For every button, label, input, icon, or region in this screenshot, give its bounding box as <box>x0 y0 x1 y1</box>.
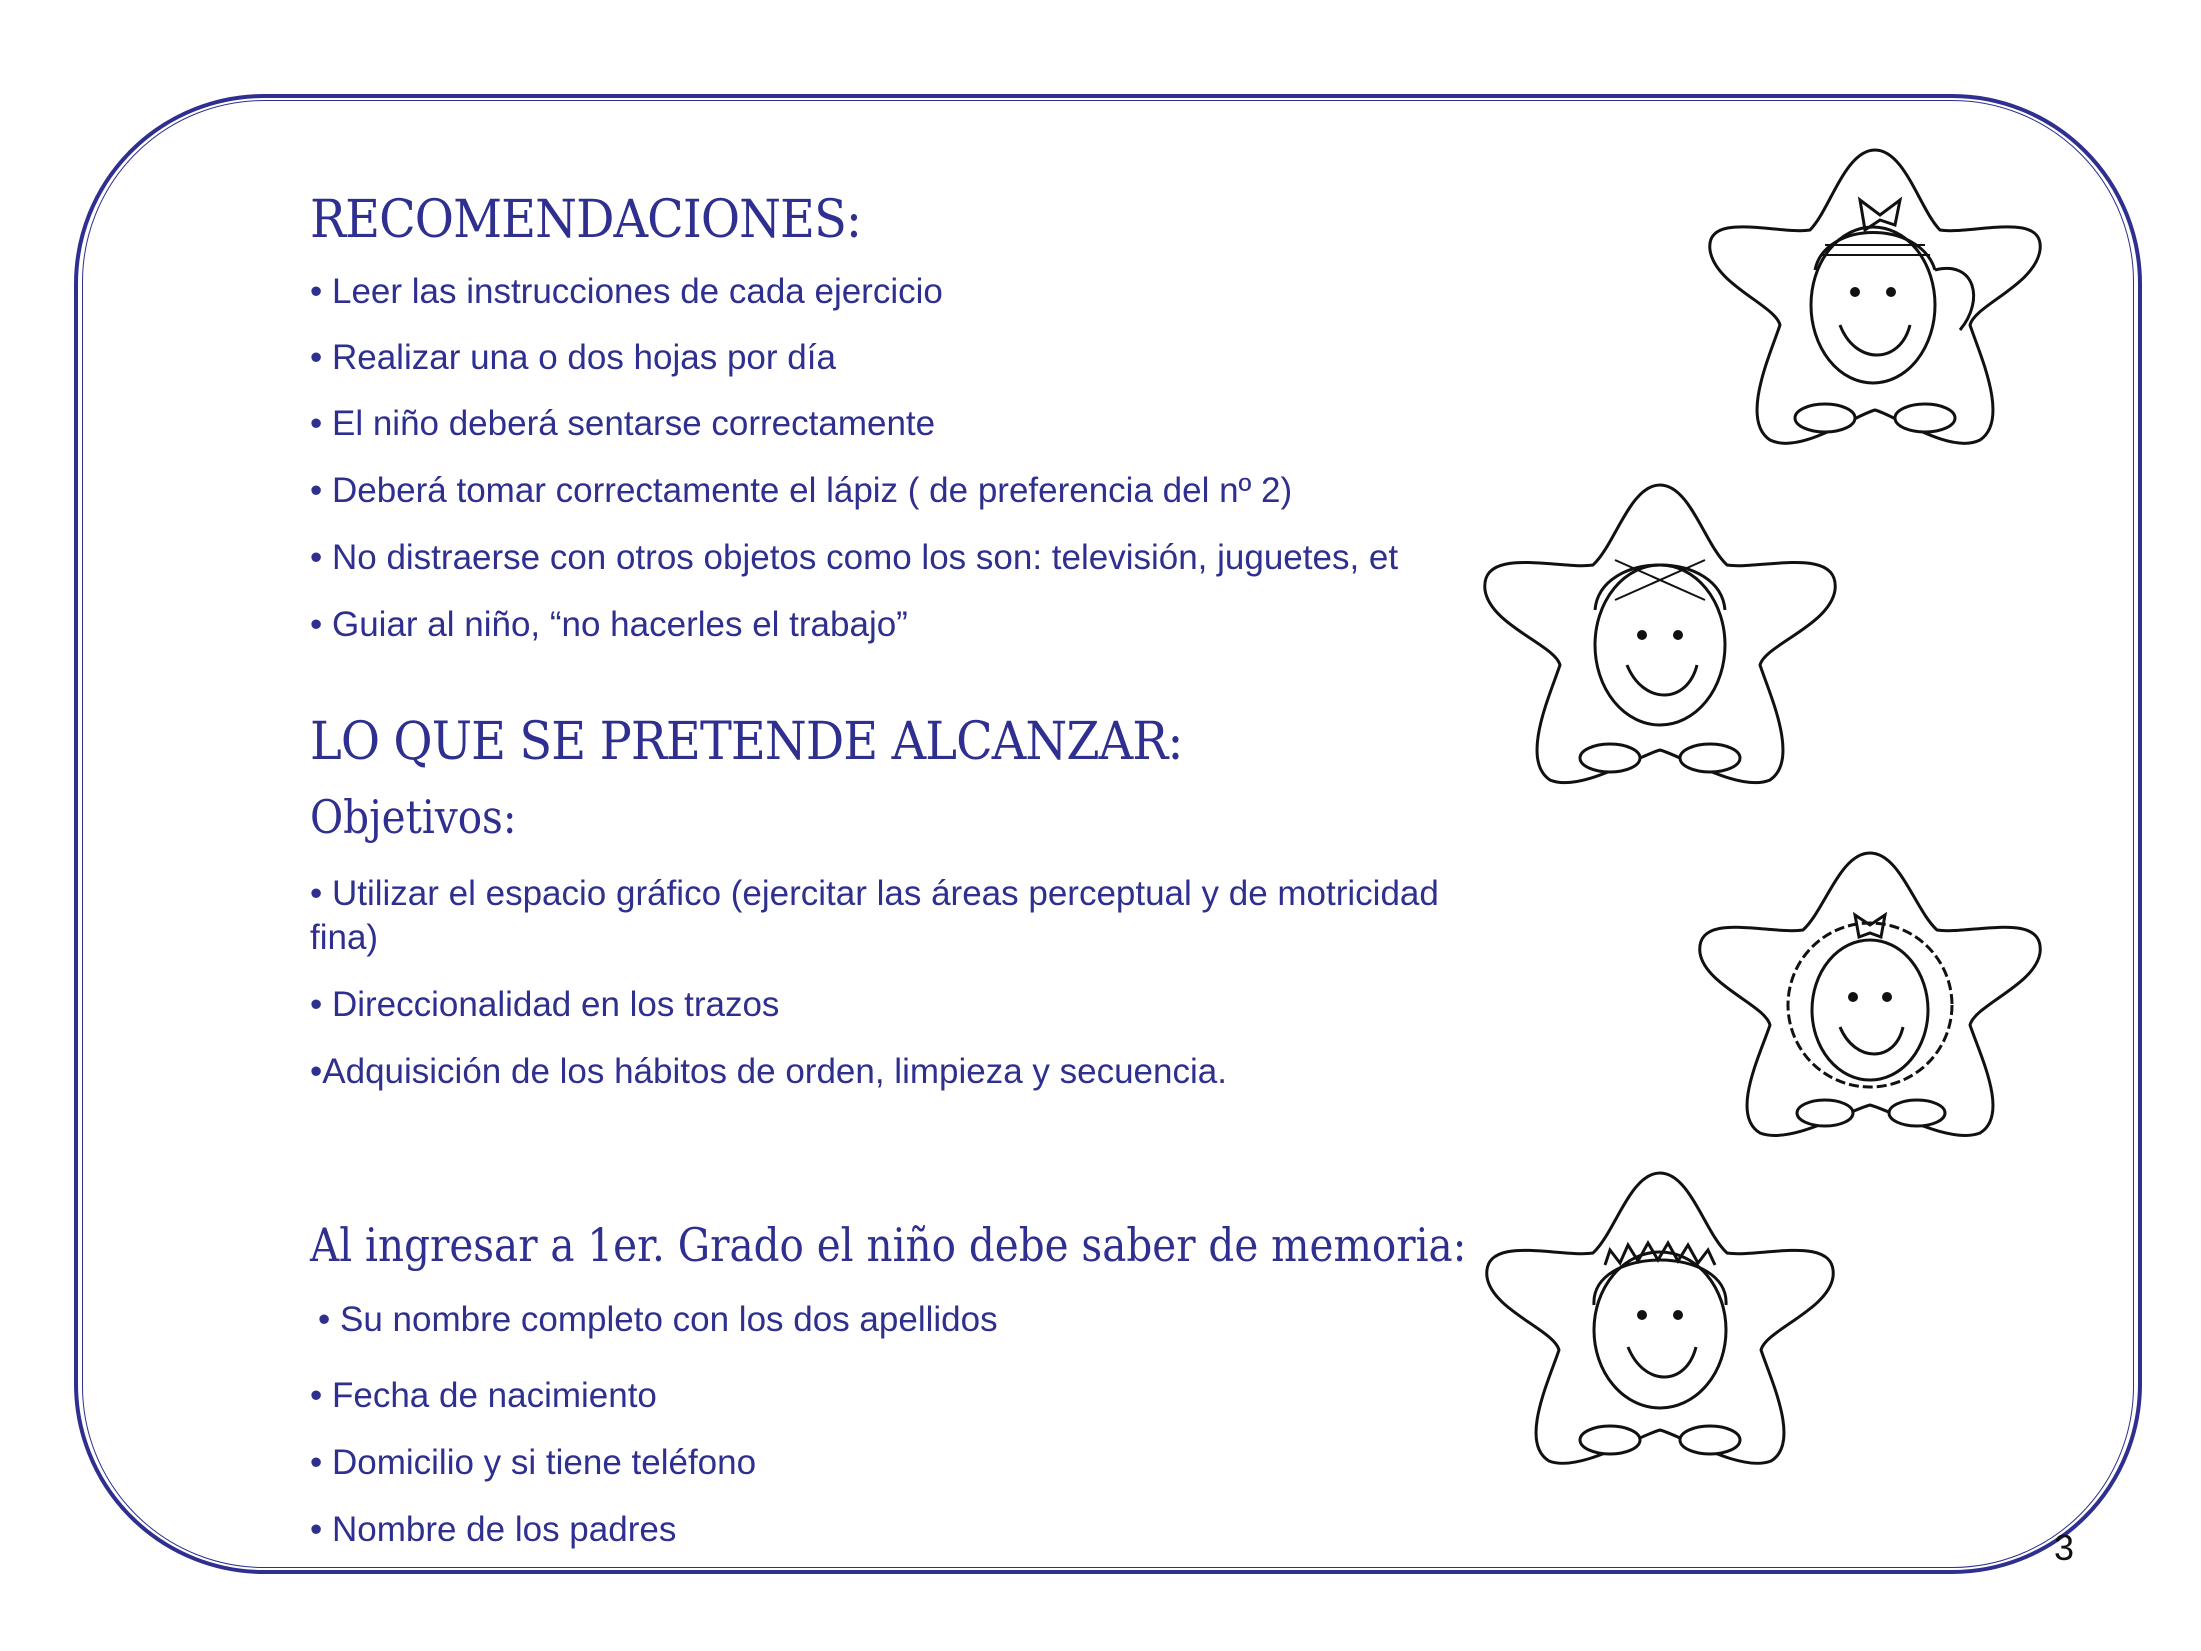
star-girl-bow-icon <box>1695 140 2055 460</box>
objective-item: •Adquisición de los hábitos de orden, limpieza y secuencia. <box>310 1052 1227 1091</box>
goals-heading: LO QUE SE PRETENDE ALCANZAR: <box>310 712 1183 772</box>
recommendation-item: • Realizar una o dos hojas por día <box>310 338 836 377</box>
recommendations-heading: RECOMENDACIONES: <box>310 190 862 250</box>
memory-item: • Su nombre completo con los dos apellidos <box>318 1300 998 1339</box>
objectives-subheading: Objetivos: <box>310 790 517 844</box>
recommendation-item: • No distraerse con otros objetos como los son: televisión, juguetes, et <box>310 538 1399 577</box>
page-number: 3 <box>2054 1527 2075 1568</box>
recommendation-item: • Leer las instrucciones de cada ejercicio <box>310 272 943 311</box>
memory-item: • Nombre de los padres <box>310 1510 677 1549</box>
star-girl-curly-icon <box>1685 845 2055 1145</box>
recommendation-item: • Guiar al niño, “no hacerles el trabajo” <box>310 605 908 644</box>
memory-item: • Domicilio y si tiene teléfono <box>310 1443 757 1482</box>
objective-item: • Utilizar el espacio gráfico (ejercitar las áreas perceptual y de motricidad fina) <box>310 874 1439 957</box>
recommendation-item: • Deberá tomar correctamente el lápiz ( de preferencia del nº 2) <box>310 471 1293 510</box>
memory-heading: Al ingresar a 1er. Grado el niño debe saber de memoria: <box>310 1218 1467 1272</box>
objective-item: • Direccionalidad en los trazos <box>310 985 780 1024</box>
memory-item: • Fecha de nacimiento <box>310 1376 657 1415</box>
recommendation-item: • El niño deberá sentarse correctamente <box>310 404 936 443</box>
star-girl-cap-icon <box>1465 475 1855 795</box>
star-boy-icon <box>1470 1165 1850 1475</box>
